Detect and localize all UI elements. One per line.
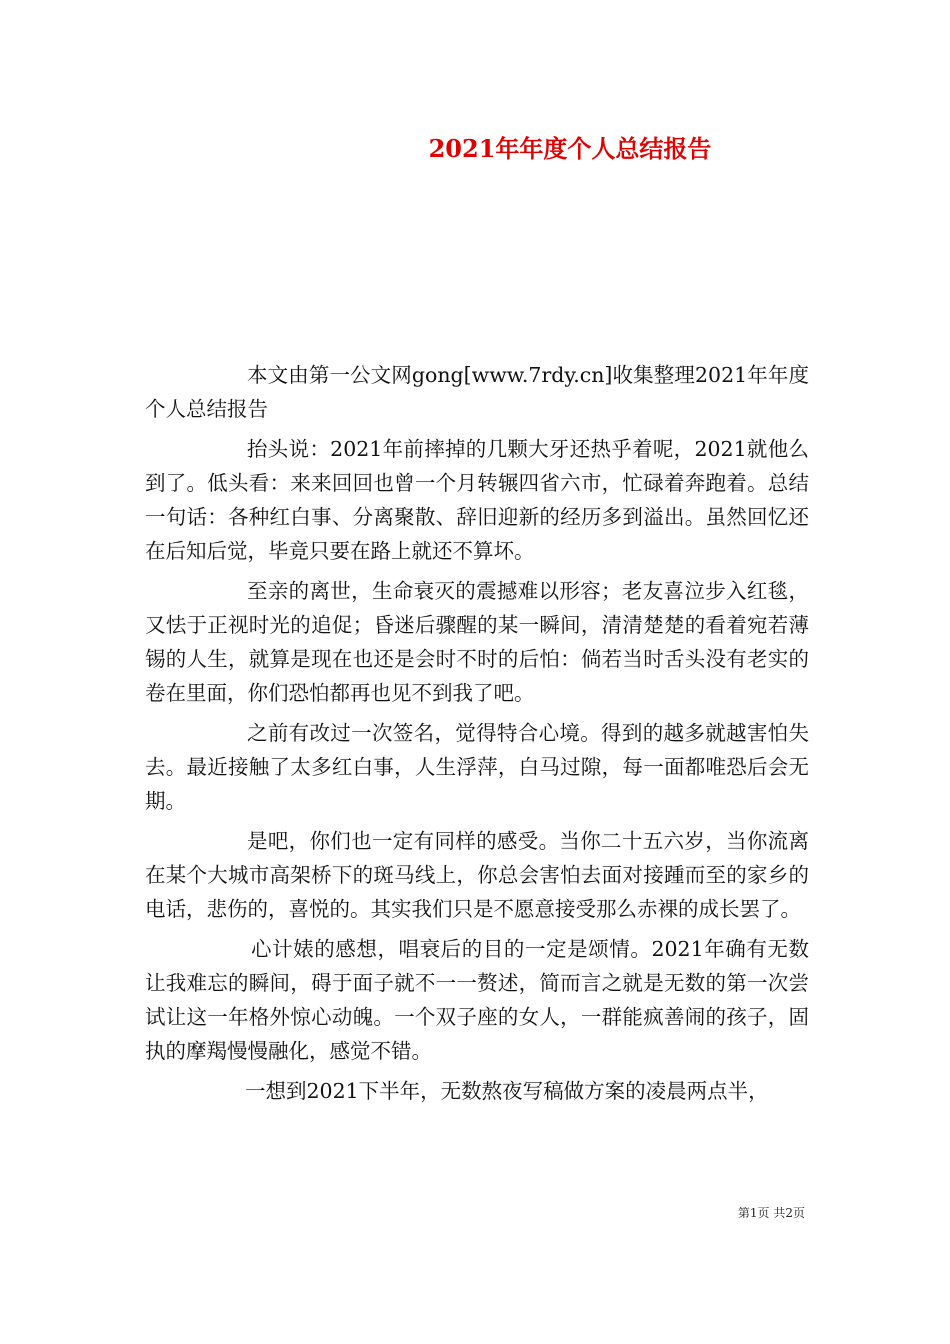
paragraph-source: 本文由第一公文网gong[www.7rdy.cn]收集整理2021年年度个人总结报告 bbox=[145, 363, 809, 421]
paragraph-loss: 至亲的离世，生命衰灭的震撼难以形容；老友喜泣步入红毯，又怯于正视时光的追促；昏迷后骤醒的某一瞬间，清清楚楚的看着宛若薄锡的人生，就算是现在也还是会时不时的后怕：倘若当时舌头没有老实的卷在里面，你们恐怕都再也见不到我了吧。 bbox=[145, 579, 809, 705]
paragraph-growth: 是吧，你们也一定有同样的感受。当你二十五六岁，当你流离在某个大城市高架桥下的斑马线上，你总会害怕去面对接踵而至的家乡的电话，悲伤的，喜悦的。其实我们只是不愿意接受那么赤裸的成长罢了。 bbox=[145, 829, 809, 921]
paragraph-reflection: 心计婊的感想，唱衰后的目的一定是颂情。2021年确有无数让我难忘的瞬间，碍于面子就不一一赘述，简而言之就是无数的第一次尝试让这一年格外惊心动魄。一个双子座的女人，一群能疯善闹的孩子，固执的摩羯慢慢融化，感觉不错。 bbox=[145, 937, 809, 1063]
paragraph-signature: 之前有改过一次签名，觉得特合心境。得到的越多就越害怕失去。最近接触了太多红白事，人生浮萍，白马过隙，每一面都唯恐后会无期。 bbox=[145, 721, 809, 813]
document-title: 2021年年度个人总结报告 bbox=[428, 134, 712, 163]
document-body bbox=[145, 358, 809, 1114]
paragraph-second-half: 一想到2021下半年，无数熬夜写稿做方案的凌晨两点半， bbox=[245, 1079, 769, 1103]
page-number-footer: 第1页 共2页 bbox=[737, 1206, 805, 1220]
paragraph-intro: 抬头说：2021年前摔掉的几颗大牙还热乎着呢，2021就他么到了。低头看：来来回回也曾一个月转辗四省六市，忙碌着奔跑着。总结一句话：各种红白事、分离聚散、辞旧迎新的经历多到溢出。虽然回忆还在后知后觉，毕竟只要在路上就还不算坏。 bbox=[145, 437, 809, 563]
